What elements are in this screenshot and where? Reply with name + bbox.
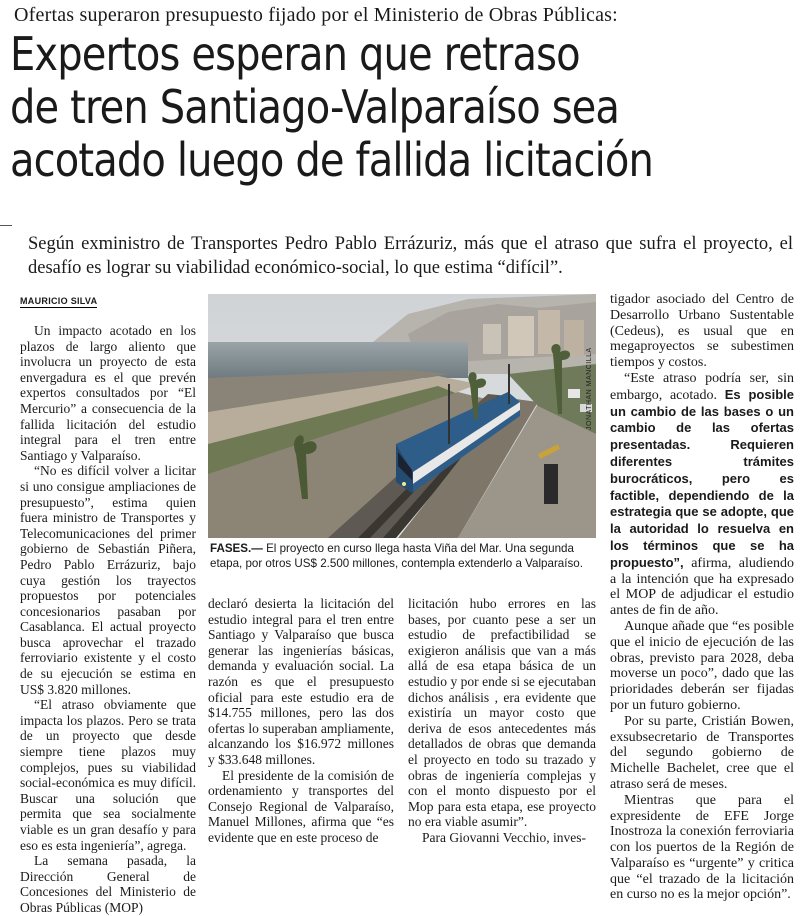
paragraph: Para Giovanni Vecchio, inves- <box>422 829 586 845</box>
headline-line: Expertos esperan que retraso <box>10 27 580 81</box>
divider <box>0 225 12 226</box>
paragraph: Por su parte, Cristián Bowen, exsubsecretario de Transportes del segundo gobierno de Michelle Bachelet, cree que el atraso será de meses. <box>610 713 794 792</box>
highlighted-quote: Es posible un cambio de las bases o un cambio de las ofertas presentadas. Requieren diferentes trámites burocráticos, pero es factible, dependiendo de la estrategia que se adopte, que la autoridad lo resuelva en los términos que se ha propuesto”, <box>610 386 794 570</box>
paragraph: “El atraso obviamente que impacta los plazos. Pero se trata de un proyecto que desde siempre tiene plazos muy complejos, pues su viabilidad social-económica es muy difícil. Buscar una solución que permita que sea socialmente viable es un gran desafío y para eso es esta ingeniería”, agrega. <box>20 697 196 853</box>
headline-line: acotado luego de fallida licitación <box>10 133 654 187</box>
paragraph: El presidente de la comisión de ordenamiento y transportes del Consejo Regional de Valparaíso, Manuel Millones, afirma que “es evidente que en este proceso de <box>208 767 394 845</box>
article-column-3 <box>408 596 596 846</box>
dek: Según exministro de Transportes Pedro Pablo Errázuriz, más que el atraso que sufra el proyecto, el desafío es lograr su viabilidad económico-social, lo que estima “difícil”. <box>28 234 793 278</box>
paragraph: tigador asociado del Centro de Desarrollo Urbano Sustentable (Cedeus), es usual que en megaproyectos se subestimen tiempos y costos. <box>610 292 794 371</box>
paragraph <box>610 371 794 619</box>
photo-credit: JONATHAN MANCILLA <box>586 347 593 430</box>
paragraph <box>610 793 794 904</box>
paragraph: Un impacto acotado en los plazos de largo aliento que involucra un proyecto de esta envergadura es el que prevén expertos consultados por “El Mercurio” a consecuencia de la fallida licitación del estudio integral para el tren entre Santiago y Valparaíso. <box>20 323 196 463</box>
kicker: Ofertas superaron presupuesto fijado por el Ministerio de Obras Públicas: <box>14 4 618 26</box>
paragraph-part: afirma, aludiendo a la intención que ha expresado el MOP de adjudicar el estudio antes de fin de año. <box>610 555 794 619</box>
byline: MAURICIO SILVA <box>20 296 98 306</box>
article-column-4 <box>610 292 794 903</box>
paragraph: licitación hubo errores en las bases, por cuanto pese a ser un estudio de prefactibilidad se exigieron análisis que van a más allá de esa etapa básica de un estudio y por ende si se ejecutaban dichos análisis , era evidente que existiría un mayor costo que deriva de esos antecedentes más detallados de obras que demanda el proyecto en todo su trazado y obras de ingeniería complejas y con el monto dispuesto por el Mop para esta etapa, ese proyecto no era viable asumir”. <box>408 596 596 830</box>
paragraph: “No es difícil volver a licitar si uno consigue ampliaciones de presupuesto”, estima quien fuera ministro de Transportes y Telecomunicaciones del primer gobierno de Sebastián Piñera, Pedro Pablo Errázuriz, bajo cuya gestión los trayectos propuestos por potenciales concesionarios pasaban por Casablanca. El actual proyecto busca aprovechar el trazado ferroviario existente y el costo de su ejecución se estima en US$ 3.820 millones. <box>20 463 196 697</box>
paragraph-part: Mientras que para el expresidente de EFE Jorge Inostroza la conexión ferroviaria con los puertos de la Región de Valparaíso es “urgente” y critica que “el trazado de la licitación en curso no es la mejor opción”. <box>610 792 794 903</box>
train-photo-illustration <box>208 294 596 538</box>
article-column-1 <box>20 323 196 916</box>
paragraph: declaró desierta la licitación del estudio integral para el tren entre Santiago y Valparaíso que busca generar las ingenierías básicas, demanda y evaluación social. La razón es que el presupuesto oficial para este estudio era de $14.755 millones, pero las dos ofertas lo superaban ampliamente, alcanzando los $16.972 millones y $33.648 millones. <box>208 596 394 767</box>
caption-text: El proyecto en curso llega hasta Viña del Mar. Una segunda etapa, por otros US$ 2.500 millones, contempla extenderlo a Valparaíso. <box>210 542 583 570</box>
train-photo <box>208 294 596 538</box>
paragraph: Aunque añade que “es posible que el inicio de ejecución de las obras, previsto para 2028, deba moverse un poco”, dado que las prioridades deberán ser fijadas por un futuro gobierno. <box>610 618 794 713</box>
headline <box>10 28 693 187</box>
paragraph-part: “Este atraso podría ser, sin embargo, acotado. <box>610 370 794 403</box>
article-column-2 <box>208 596 394 846</box>
headline-line: de tren Santiago-Valparaíso sea <box>10 80 620 134</box>
caption-label: FASES.— <box>210 542 263 555</box>
photo-caption <box>210 541 596 571</box>
paragraph: La semana pasada, la Dirección General de Concesiones del Ministerio de Obras Públicas (MOP) <box>20 853 196 915</box>
